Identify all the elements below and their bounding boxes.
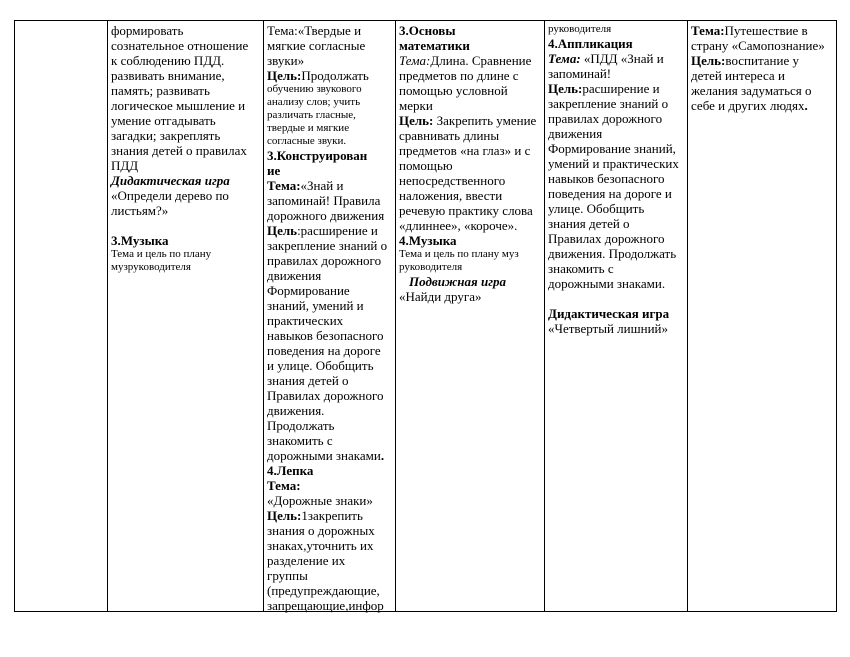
text-line: умений и практических [548, 156, 679, 171]
col3-lepka-theme: «Дорожные знаки» [267, 493, 373, 508]
text-line: формировать [111, 23, 184, 38]
col4-music-text [399, 248, 542, 274]
col3-lepka-goal-text [267, 523, 393, 613]
text-line: речевую практику слова [399, 203, 533, 218]
text-line: Формирование [267, 283, 350, 298]
col6-theme-first: Путешествие в [724, 23, 808, 38]
col5-app-theme-label: Тема: [548, 51, 581, 66]
col6-goal-line: себе и других людях [691, 98, 805, 113]
text-line: группы [267, 568, 308, 583]
text-line: мерки [399, 98, 433, 113]
col6-goal-first: воспитание у [725, 53, 799, 68]
col3-construct-theme-label: Тема: [267, 178, 301, 193]
text-line: и улице. Обобщить [267, 358, 374, 373]
text-line: «Определи дерево по [111, 188, 229, 203]
text-line: память; развивать [111, 83, 210, 98]
text-line: помощью условной [399, 83, 508, 98]
text-line: знакомить с [267, 433, 333, 448]
text-line: обучению звукового [267, 83, 362, 95]
text-line: анализу слов; учить [267, 96, 361, 108]
col5-game-label: Дидактическая игра [548, 306, 670, 321]
text-line: твердые и мягкие [267, 122, 350, 134]
cell-col4 [397, 23, 544, 304]
cell-col6 [689, 23, 836, 113]
text-line: помощью [399, 158, 453, 173]
text-line: дорожными знаками. [548, 276, 666, 291]
column-divider [395, 21, 396, 611]
col2-game-label: Дидактическая игра [111, 173, 230, 188]
text-line: листьям?» [111, 203, 169, 218]
col4-game-name: «Найди друга» [399, 289, 482, 304]
text-line: практических [267, 313, 344, 328]
col4-math-theme-label: Тема: [399, 53, 431, 68]
col5-app-goal-label: Цель: [548, 81, 583, 96]
col6-goal-label: Цель: [691, 53, 726, 68]
text-line: предметов по длине с [399, 68, 519, 83]
column-divider [544, 21, 545, 611]
text-line: дорожными знаками. [267, 448, 385, 463]
text-line: знаках,уточнить их [267, 538, 374, 553]
text-line: поведения на дороге и [548, 186, 672, 201]
text-line: закрепление знаний о [267, 238, 388, 253]
text-line: знания детей о правилах [111, 143, 247, 158]
col3-theme-line: звуки» [267, 53, 305, 68]
text-line: движения [548, 126, 603, 141]
cell-col3 [265, 23, 395, 613]
text-line: знания детей о [267, 373, 349, 388]
text-line: движения. Продолжать [548, 246, 677, 261]
text-line: Продолжать [267, 418, 335, 433]
col4-math-goal-first: Закрепить умение [433, 113, 537, 128]
text-line: движения. [267, 403, 325, 418]
text-line: знания о дорожных [267, 523, 375, 538]
text-line: различать гласные, [267, 109, 356, 121]
col3-theme-line: мягкие согласные [267, 38, 366, 53]
col3-lepka-theme-label: Тема: [267, 478, 301, 493]
col3-construct-theme-first: «Знай и [300, 178, 344, 193]
text-line: Тема и цель по плану [111, 248, 212, 260]
col3-goal-first: Продолжать [301, 68, 369, 83]
text-line: к соблюдению ПДД. [111, 53, 225, 68]
text-line: загадки; закреплять [111, 128, 221, 143]
col6-goal-end: . [804, 98, 808, 113]
text-line: правилах дорожного [267, 253, 382, 268]
text-line: 3.Основы [399, 23, 456, 38]
text-line: запрещающие,инфор [267, 598, 384, 613]
col3-lepka-goal-label: Цель: [267, 508, 302, 523]
text-line: «длиннее», «короче». [399, 218, 518, 233]
text-line: предметов «на глаз» и с [399, 143, 531, 158]
text-line: ие [267, 163, 281, 178]
text-line: поведения на дороге [267, 343, 381, 358]
text-line: правилах дорожного [548, 111, 663, 126]
col3-construct-theme-line: запоминай! Правила [267, 193, 381, 208]
col4-math-theme-first: Длина. Сравнение [430, 53, 532, 68]
cell-col2 [109, 23, 263, 274]
text-line: навыков безопасного [267, 328, 384, 343]
text-line: улице. Обобщить [548, 201, 645, 216]
text-line: (предупреждающие, [267, 583, 380, 598]
text-line: Правилах дорожного [548, 231, 665, 246]
text-line: руководителя [399, 261, 463, 273]
text-line: логическое мышление и [111, 98, 246, 113]
col5-app-goal-text [548, 96, 685, 291]
text-line: сравнивать длины [399, 128, 500, 143]
col2-game-name [111, 188, 261, 218]
col3-construct-theme-line: дорожного движения [267, 208, 385, 223]
col5-app-theme-line: запоминай! [548, 66, 612, 81]
col5-app-theme-first: «ПДД «Знай и [580, 51, 664, 66]
col3-construct-goal-label: Цель [267, 223, 298, 238]
text-line: знакомить с [548, 261, 614, 276]
col6-goal-line: детей интереса и [691, 68, 785, 83]
col4-math-theme-text [399, 68, 542, 113]
col5-app-heading: 4.Аппликация [548, 36, 633, 51]
text-line: Формирование знаний, [548, 141, 676, 156]
text-line: Тема и цель по плану муз [399, 248, 519, 260]
col2-intro-text [111, 23, 261, 173]
col3-construct-heading [267, 148, 393, 178]
text-line: знания детей о [548, 216, 630, 231]
period-mark: . [380, 448, 385, 463]
text-line: развивать внимание, [111, 68, 225, 83]
text-line: знаний, умений и [267, 298, 364, 313]
col4-math-goal-text [399, 128, 542, 233]
col3-goal-label: Цель: [267, 68, 302, 83]
text-line: музруководителя [111, 261, 191, 273]
text-line: непосредственного [399, 173, 506, 188]
col4-music-heading: 4.Музыка [399, 233, 457, 248]
col4-game-label: Подвижная игра [409, 274, 506, 289]
text-line: математики [399, 38, 470, 53]
col3-goal-text [267, 83, 393, 148]
text-line: движения [267, 268, 322, 283]
lesson-plan-table [14, 20, 837, 612]
text-line: согласные звуки. [267, 135, 347, 147]
col3-construct-goal-first: :расширение и [297, 223, 378, 238]
col6-theme-label: Тема: [691, 23, 725, 38]
col5-game-name: «Четвертый лишний» [548, 321, 669, 336]
col5-top-line: руководителя [548, 23, 612, 35]
text-line: умение отгадывать [111, 113, 216, 128]
col6-goal-line: желания задуматься о [691, 83, 812, 98]
column-divider [107, 21, 108, 611]
text-line: наложения, ввести [399, 188, 503, 203]
text-line: Правилах дорожного [267, 388, 384, 403]
text-line: разделение их [267, 553, 346, 568]
cell-col5 [546, 23, 687, 336]
col3-lepka-goal-first: 1закрепить [301, 508, 363, 523]
text-line: 3.Конструирован [267, 148, 368, 163]
col5-app-goal-first: расширение и [582, 81, 660, 96]
col3-theme-first: «Твердые и [297, 23, 362, 38]
col6-theme-line: страну «Самопознание» [691, 38, 825, 53]
col3-construct-goal-text [267, 238, 393, 463]
col2-music-text [111, 248, 261, 274]
col2-music-heading: 3.Музыка [111, 233, 169, 248]
col4-math-heading [399, 23, 542, 53]
col3-lepka-heading: 4.Лепка [267, 463, 314, 478]
column-divider [263, 21, 264, 611]
text-line: навыков безопасного [548, 171, 665, 186]
col3-theme-label: Тема: [267, 23, 298, 38]
text-line: закрепление знаний о [548, 96, 669, 111]
column-divider [687, 21, 688, 611]
text-line: сознательное отношение [111, 38, 249, 53]
text-line: ПДД [111, 158, 139, 173]
col4-math-goal-label: Цель: [399, 113, 434, 128]
